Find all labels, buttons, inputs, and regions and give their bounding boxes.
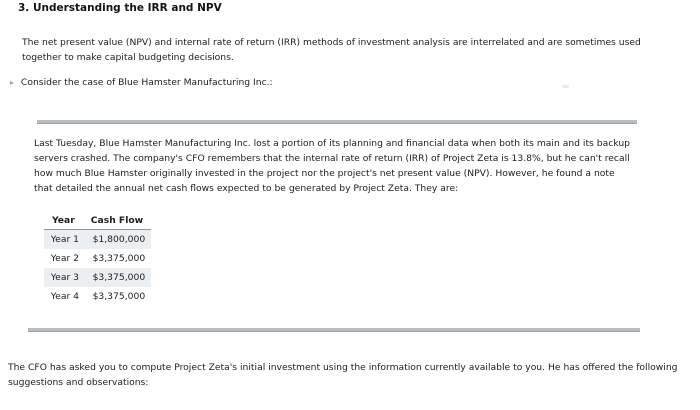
divider-bottom — [28, 328, 640, 332]
table-row — [44, 249, 151, 268]
case-line — [10, 77, 273, 88]
year-cell: Year 2 — [50, 252, 79, 264]
scenario-paragraph: Last Tuesday, Blue Hamster Manufacturing Inc. lost a portion of its planning and financial data when both its main and its backup servers crashed. The company's CFO remembers that the internal rate of return (IRR) of Project Zeta is 13.8%, but he can't recall how much Blue Hamster originally invested in the project nor the project's net present value (NPV). However, he found a note that detailed the annual net cash flows expected to be generated by Project Zeta. They are: — [34, 138, 630, 194]
divider-top — [37, 120, 637, 124]
cash-flow-cell: $1,800,000 — [83, 230, 151, 250]
table-row — [44, 230, 151, 250]
table-header-row — [44, 213, 151, 230]
intro-paragraph: The net present value (NPV) and internal rate of return (IRR) methods of investment analysis are interrelated and are sometimes used together to make capital budgeting decisions. — [22, 37, 641, 63]
year-cell: Year 3 — [44, 268, 83, 287]
cash-flow-cell: $3,375,000 — [92, 252, 146, 264]
year-cell: Year 1 — [44, 230, 83, 250]
case-text: Consider the case of Blue Hamster Manufacturing Inc.: — [20, 77, 273, 88]
cash-flow-column-header: Cash Flow — [83, 213, 151, 230]
table-row — [44, 268, 151, 287]
bullet-marker-icon: ▸ — [10, 78, 15, 87]
table-row — [44, 287, 151, 306]
closing-paragraph: The CFO has asked you to compute Project Zeta's initial investment using the information currently available to you. He has offered the following suggestions and observations: — [8, 362, 678, 388]
year-cell: Year 4 — [50, 290, 79, 302]
cash-flow-table — [44, 213, 151, 306]
cash-flow-cell: $3,375,000 — [83, 268, 151, 287]
year-column-header: Year — [44, 213, 83, 230]
section-heading: 3. Understanding the IRR and NPV — [18, 2, 222, 14]
cash-flow-cell: $3,375,000 — [92, 290, 146, 302]
background-mark — [562, 85, 569, 88]
